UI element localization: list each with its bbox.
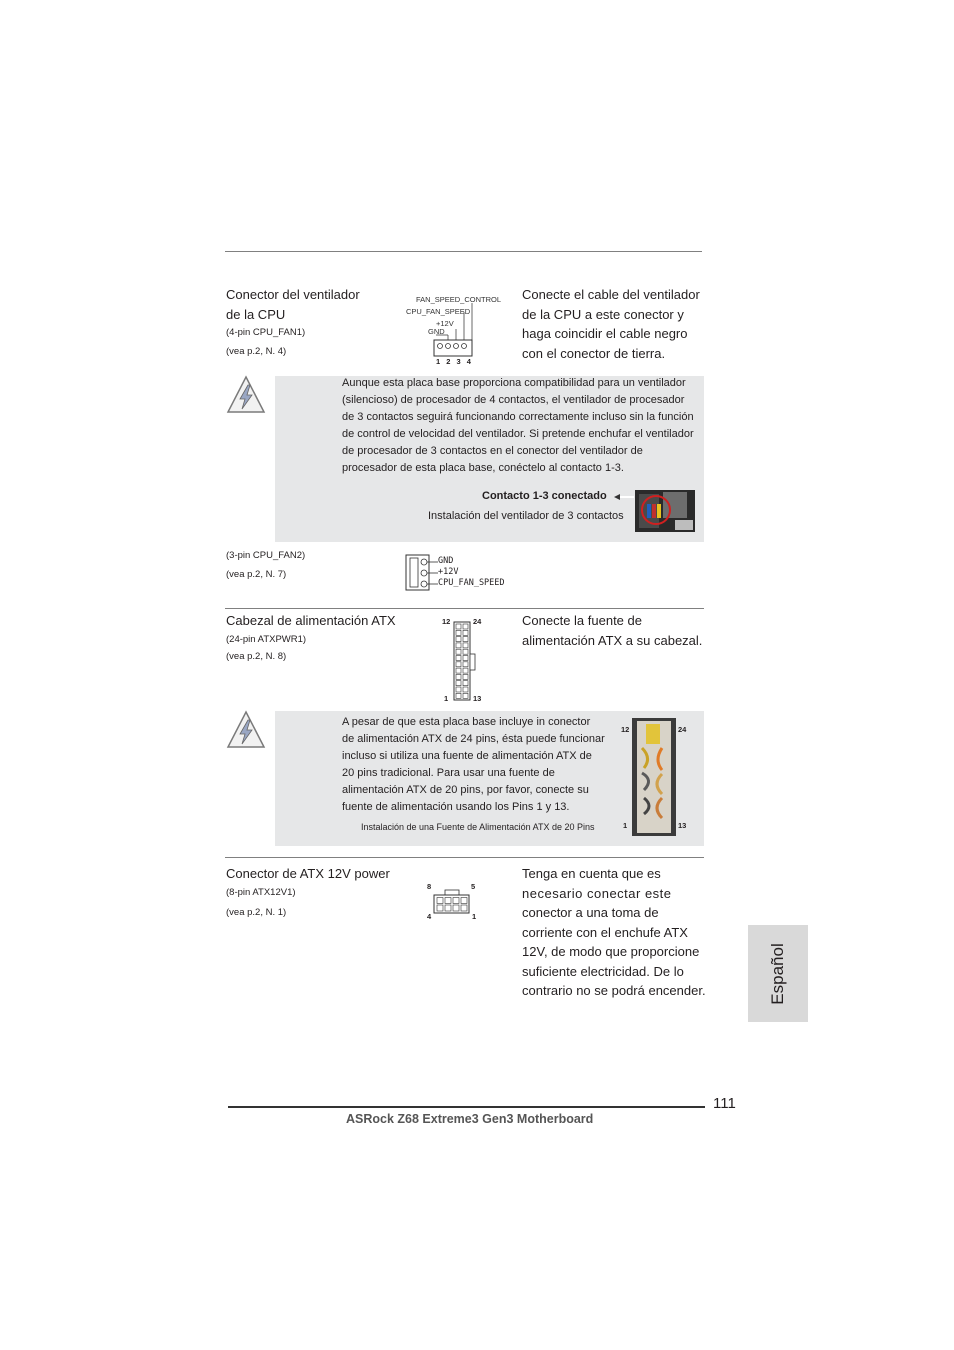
cpu-fan-ref: (vea p.2, N. 4) bbox=[226, 346, 287, 357]
note2-line3: incluso si utiliza una fuente de alimentación ATX de bbox=[342, 750, 592, 762]
atx-pin-label: (24-pin ATXPWR1) bbox=[226, 634, 307, 645]
footer-product: ASRock Z68 Extreme3 Gen3 Motherboard bbox=[346, 1112, 594, 1126]
atx-pin24: 24 bbox=[473, 617, 482, 626]
note1-text bbox=[342, 375, 704, 477]
fan-install-photo bbox=[635, 490, 695, 532]
divider-atx bbox=[225, 608, 704, 609]
atx-ref: (vea p.2, N. 8) bbox=[226, 651, 287, 662]
atx-description bbox=[522, 611, 702, 650]
atx12v-desc-line6: suficiente electricidad. De lo bbox=[522, 963, 684, 979]
note1-line4: de control de velocidad del ventilador. Si pretende enchufar el ventilador bbox=[342, 428, 694, 440]
cpu-fan-speed-label: CPU_FAN_SPEED bbox=[406, 307, 471, 316]
cpu-fan-desc-line2: de la CPU a este conector y bbox=[522, 306, 684, 322]
note1-line2: (silencioso) de procesador de 4 contactos, el ventilador de procesador bbox=[342, 394, 685, 406]
fan2-gnd: GND bbox=[438, 556, 454, 566]
atx12v-connector-graphic bbox=[433, 889, 471, 915]
atx12v-pin1: 1 bbox=[472, 912, 477, 921]
note2-pin12: 12 bbox=[621, 725, 630, 734]
note2-pin24: 24 bbox=[678, 725, 687, 734]
note2-line1: A pesar de que esta placa base incluye in conector bbox=[342, 716, 591, 728]
note1-line6: procesador de esta placa base, conéctelo al contacto 1-3. bbox=[342, 462, 624, 474]
atx12v-ref: (vea p.2, N. 1) bbox=[226, 907, 287, 918]
atx12v-desc-line2: necesario conectar este bbox=[522, 885, 672, 901]
atx12v-pin-label: (8-pin ATX12V1) bbox=[226, 887, 296, 898]
footer-rule bbox=[228, 1106, 705, 1108]
note2-line4: 20 pins tradicional. Para usar una fuente de bbox=[342, 767, 555, 779]
note2-pin1: 1 bbox=[623, 821, 628, 830]
note2-line2: de alimentación ATX de 24 pins, ésta puede funcionar bbox=[342, 733, 605, 745]
note2-text bbox=[342, 714, 622, 816]
language-tab bbox=[748, 925, 808, 1022]
atx12v-pin5: 5 bbox=[471, 882, 476, 891]
note2-line5: alimentación ATX de 20 pins, por favor, conecte su bbox=[342, 784, 589, 796]
note2-pin13: 13 bbox=[678, 821, 687, 830]
cpu-fan-title-line1: Conector del ventilador bbox=[226, 287, 360, 302]
cpu-fan-pin-label: (4-pin CPU_FAN1) bbox=[226, 327, 306, 338]
atx-title: Cabezal de alimentación ATX bbox=[226, 613, 396, 628]
note1-line5: de procesador de 3 contactos en el conector del ventilador de bbox=[342, 445, 643, 457]
install-caption: Instalación del ventilador de 3 contactos bbox=[428, 510, 624, 522]
arrow-left-icon bbox=[614, 493, 634, 501]
pin-numbers: 1 2 3 4 bbox=[436, 357, 473, 366]
cpu-fan2-diagram bbox=[405, 553, 515, 593]
language-tab-label: Español bbox=[768, 942, 787, 1005]
atx12v-diagram bbox=[424, 880, 484, 924]
cpu-fan-description bbox=[522, 285, 700, 363]
top-rule bbox=[225, 251, 702, 252]
page-number: 111 bbox=[713, 1095, 736, 1112]
cpu-fan-desc-line3: haga coincidir el cable negro bbox=[522, 326, 688, 341]
atx12v-title: Conector de ATX 12V power bbox=[226, 866, 390, 881]
cpu-fan-title-line2: de la CPU bbox=[226, 306, 286, 322]
note2-caption: Instalación de una Fuente de Alimentación ATX de 20 Pins bbox=[361, 822, 595, 832]
fan2-speed: CPU_FAN_SPEED bbox=[438, 578, 505, 588]
atx-pin12: 12 bbox=[442, 617, 451, 626]
atx12v-pin8: 8 bbox=[427, 882, 432, 891]
plus12v-label: +12V bbox=[436, 319, 454, 328]
cpu-fan2-ref: (vea p.2, N. 7) bbox=[226, 569, 287, 580]
atx12v-desc-line5: 12V, de modo que proporcione bbox=[522, 944, 700, 959]
cpu-fan-desc-line1: Conecte el cable del ventilador bbox=[522, 287, 700, 302]
note2-line6: fuente de alimentación usando los Pins 1 y 13. bbox=[342, 801, 570, 813]
cpu-fan-title bbox=[226, 285, 360, 324]
fan-speed-control-label: FAN_SPEED_CONTROL bbox=[416, 295, 502, 304]
atx12v-desc-line1: Tenga en cuenta que es bbox=[522, 866, 661, 881]
atx-install-photo bbox=[632, 718, 676, 836]
note1-line1: Aunque esta placa base proporciona compatibilidad para un ventilador bbox=[342, 377, 686, 389]
fan2-12v: +12V bbox=[438, 567, 459, 577]
contact-label: Contacto 1-3 conectado bbox=[482, 490, 607, 502]
atx24-diagram bbox=[438, 615, 488, 710]
atx-desc-line1: Conecte la fuente de bbox=[522, 613, 642, 628]
divider-atx12v bbox=[225, 857, 704, 858]
atx-pin1: 1 bbox=[444, 694, 449, 703]
cpu-fan2-pin-label: (3-pin CPU_FAN2) bbox=[226, 550, 306, 561]
cpu-fan-desc-line4: con el conector de tierra. bbox=[522, 345, 666, 361]
atx12v-pin4: 4 bbox=[427, 912, 432, 921]
atx12v-desc-line3: conector a una toma de bbox=[522, 905, 659, 920]
atx-desc-line2: alimentación ATX a su cabezal. bbox=[522, 632, 703, 648]
cpu-fan1-diagram bbox=[400, 290, 510, 370]
atx12v-description bbox=[522, 864, 706, 1001]
atx-pin13: 13 bbox=[473, 694, 482, 703]
warning-icon bbox=[226, 710, 266, 750]
warning-icon bbox=[226, 375, 266, 415]
gnd-label: GND bbox=[428, 327, 445, 336]
atx12v-desc-line4: corriente con el enchufe ATX bbox=[522, 924, 688, 940]
atx12v-desc-line7: contrario no se podrá encender. bbox=[522, 983, 706, 998]
note1-line3: de 3 contactos seguirá funcionando correctamente incluso sin la función bbox=[342, 411, 694, 423]
